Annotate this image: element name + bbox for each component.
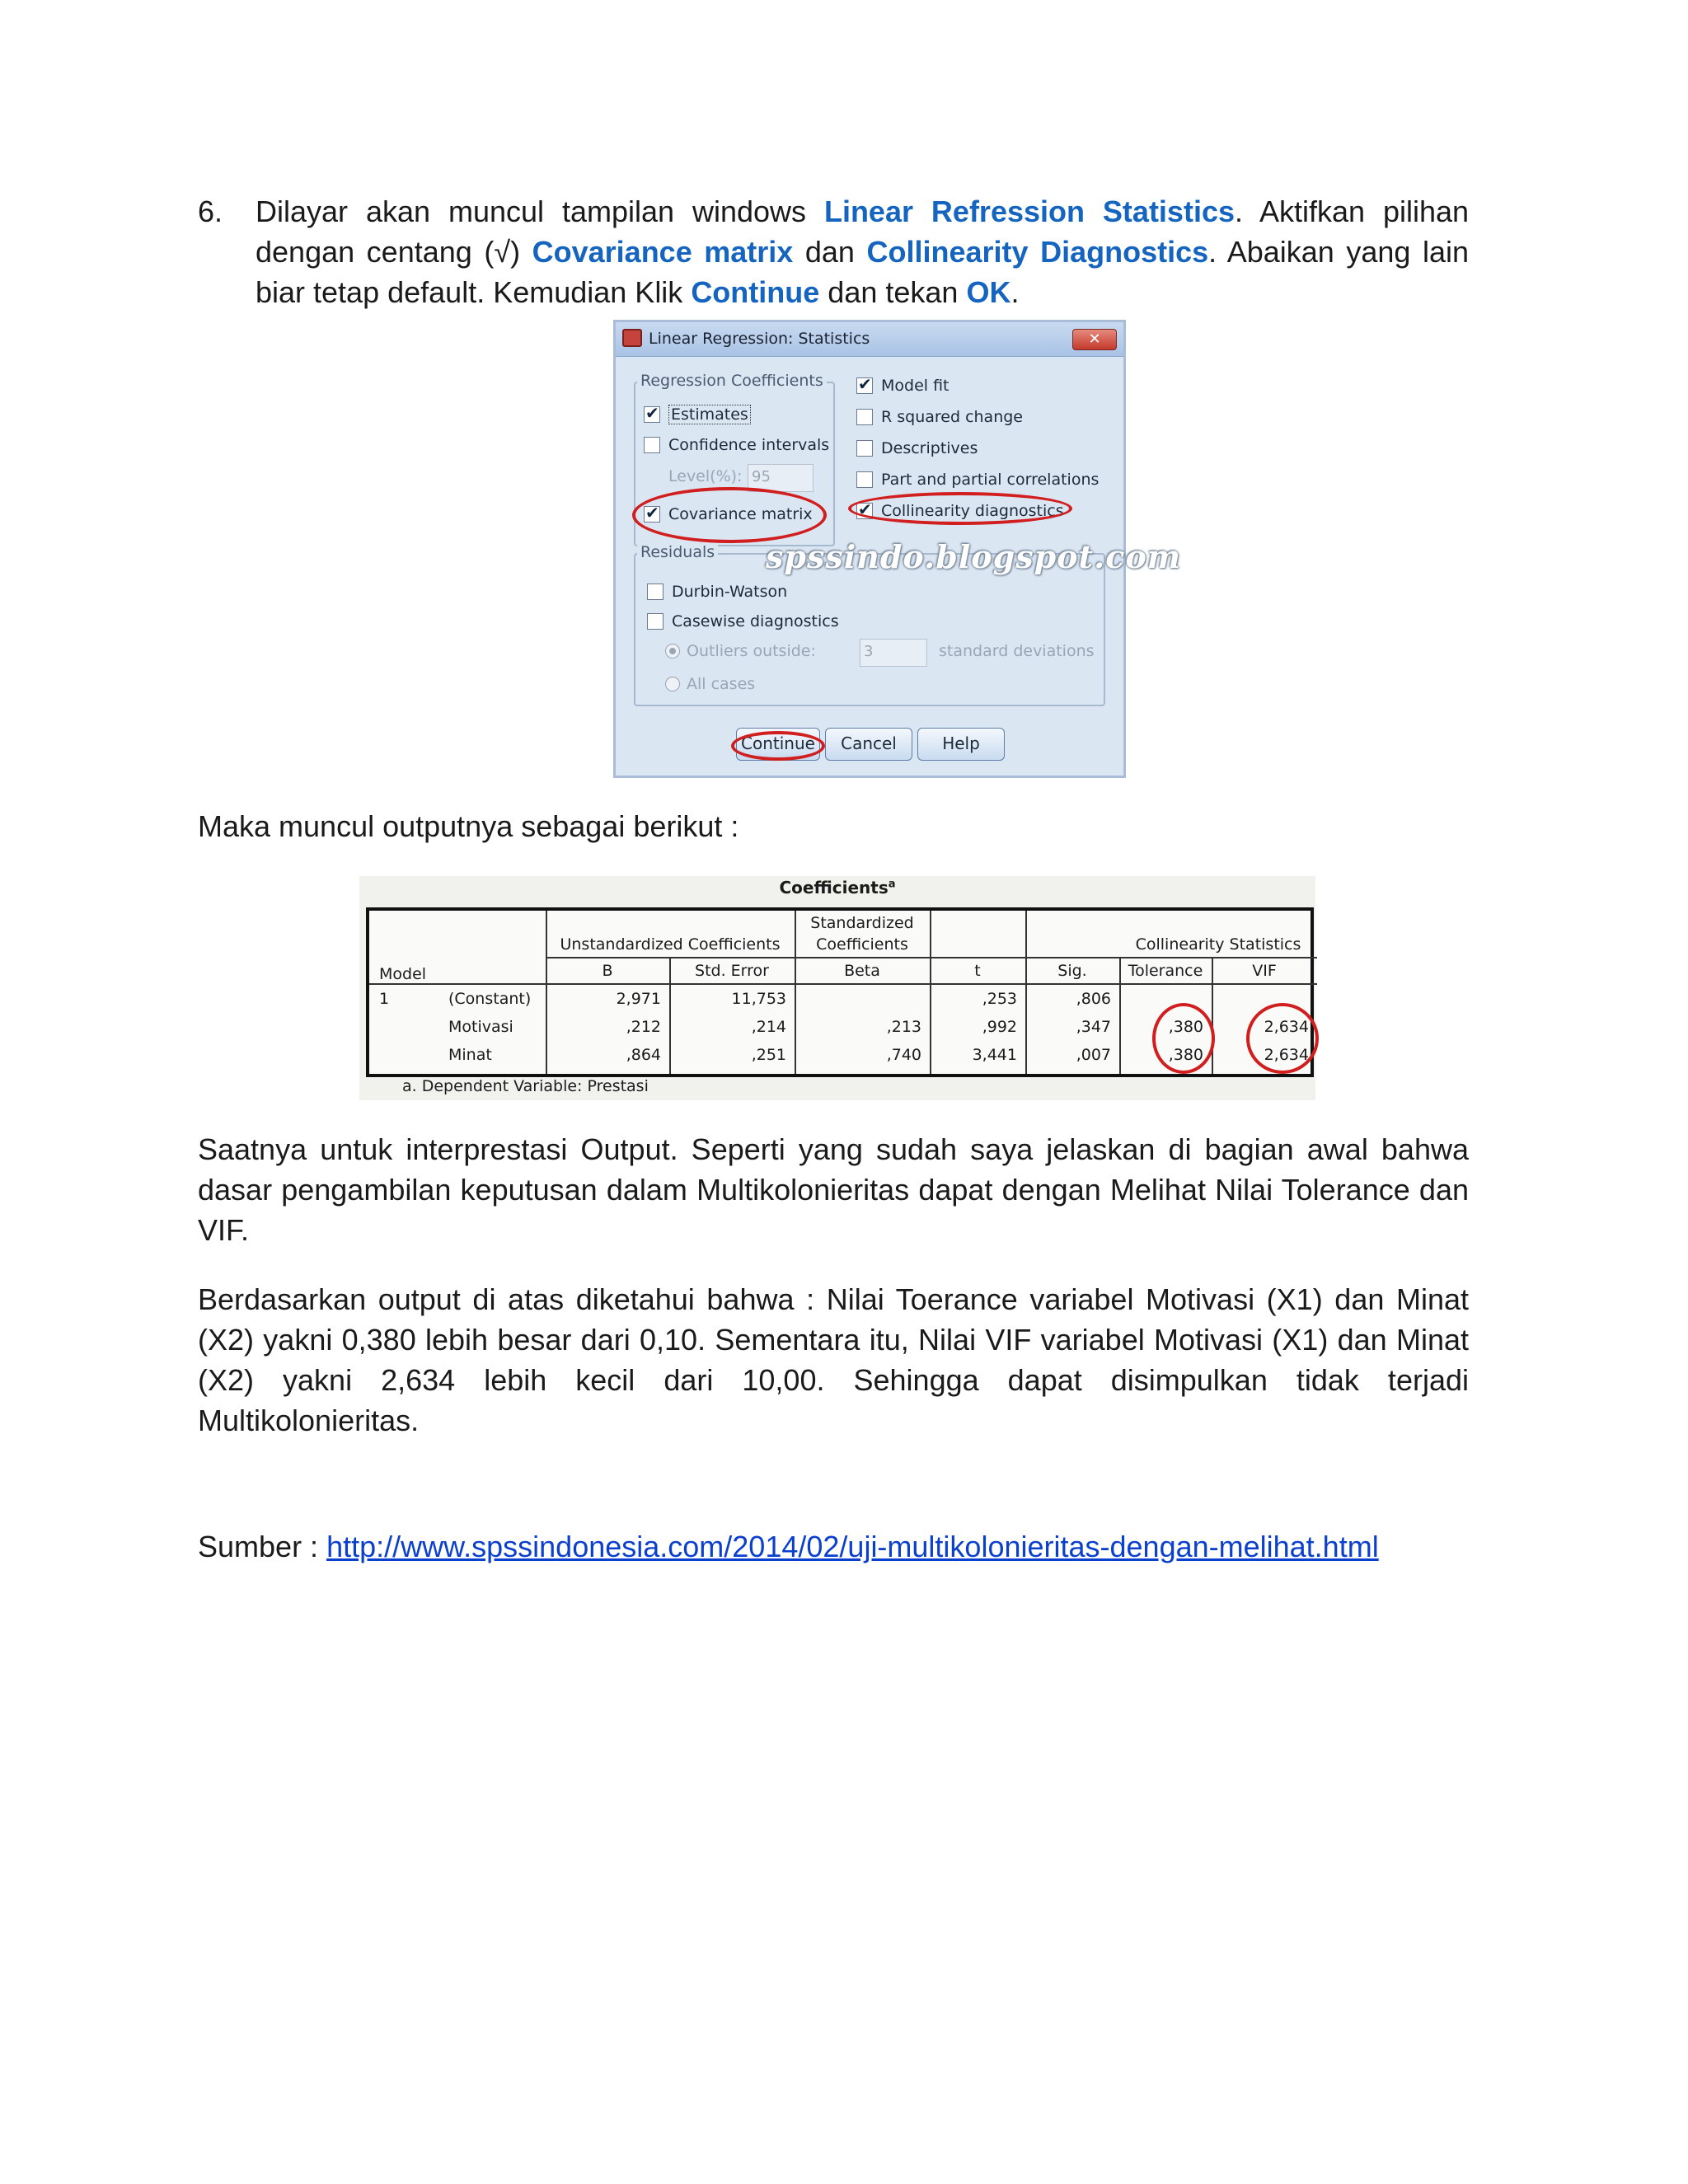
part-partial-correlations-checkbox[interactable] bbox=[856, 471, 1099, 489]
table-cell-sig: ,347 bbox=[1076, 1018, 1111, 1036]
header-unstandardized: Unstandardized Coefficients bbox=[560, 935, 781, 954]
header-standardized-2: Coefficients bbox=[816, 935, 908, 954]
table-title bbox=[359, 878, 1315, 898]
highlight-ring-continue bbox=[731, 731, 825, 761]
casewise-label: Casewise diagnostics bbox=[672, 612, 839, 630]
durbin-watson-checkbox[interactable] bbox=[647, 583, 787, 601]
model-fit-label: Model fit bbox=[881, 377, 950, 395]
table-cell-tol: ,380 bbox=[1168, 1046, 1203, 1064]
standard-deviations-label bbox=[939, 642, 1095, 660]
confidence-intervals-label: Confidence intervals bbox=[668, 436, 830, 454]
table-cell-beta: ,740 bbox=[886, 1046, 921, 1064]
header-beta: Beta bbox=[844, 962, 880, 980]
outliers-outside-radio[interactable] bbox=[665, 642, 816, 660]
header-std-error: Std. Error bbox=[695, 962, 769, 980]
r-squared-label: R squared change bbox=[881, 408, 1023, 426]
radio-selected-icon bbox=[665, 644, 680, 658]
highlight-ring-collinearity bbox=[848, 492, 1072, 525]
highlight-ok: OK bbox=[966, 275, 1011, 309]
checkbox-checked-icon bbox=[856, 377, 873, 394]
highlight-ring-vif bbox=[1246, 1003, 1319, 1074]
descriptives-label: Descriptives bbox=[881, 439, 978, 457]
table-cell-se: 11,753 bbox=[731, 990, 786, 1008]
table-row-name: (Constant) bbox=[448, 990, 532, 1008]
highlight-ring-covariance bbox=[632, 487, 827, 543]
highlight-collinearity: Collinearity Diagnostics bbox=[866, 235, 1209, 269]
coefficients-table bbox=[359, 876, 1315, 1100]
spss-app-icon bbox=[622, 329, 642, 347]
table-row-name: Minat bbox=[448, 1046, 492, 1064]
table-cell-b: 2,971 bbox=[616, 990, 661, 1008]
header-model: Model bbox=[379, 965, 427, 983]
table-cell-se: ,251 bbox=[751, 1046, 786, 1064]
estimates-checkbox[interactable] bbox=[644, 405, 751, 424]
dialog-title: Linear Regression: Statistics bbox=[649, 330, 870, 348]
model-fit-checkbox[interactable] bbox=[856, 377, 950, 395]
highlight-linear-regression: Linear Refression Statistics bbox=[823, 194, 1235, 228]
table-cell-vif: 2,634 bbox=[1264, 1018, 1309, 1036]
table-cell-beta: ,213 bbox=[886, 1018, 921, 1036]
descriptives-checkbox[interactable] bbox=[856, 439, 978, 457]
table-cell-sig: ,007 bbox=[1076, 1046, 1111, 1064]
radio-icon bbox=[665, 677, 680, 691]
table-cell-se: ,214 bbox=[751, 1018, 786, 1036]
level-label: Level(%): bbox=[668, 467, 743, 485]
header-b: B bbox=[602, 962, 613, 980]
checkbox-icon bbox=[647, 613, 663, 630]
cancel-button[interactable]: Cancel bbox=[825, 728, 912, 761]
table-title-superscript: a bbox=[888, 878, 896, 891]
level-input[interactable]: 95 bbox=[748, 464, 814, 492]
table-cell-t: 3,441 bbox=[972, 1046, 1017, 1064]
table-cell-tol: ,380 bbox=[1168, 1018, 1203, 1036]
checkbox-icon bbox=[856, 409, 873, 425]
source-line bbox=[198, 1526, 1469, 1567]
linear-regression-statistics-dialog bbox=[613, 320, 1181, 778]
header-collinearity: Collinearity Statistics bbox=[1135, 935, 1301, 954]
part-partial-label: Part and partial correlations bbox=[881, 471, 1100, 489]
table-cell-sig: ,806 bbox=[1076, 990, 1111, 1008]
highlight-ring-tolerance bbox=[1152, 1003, 1215, 1074]
header-vif: VIF bbox=[1252, 962, 1277, 980]
conclusion-paragraph: Berdasarkan output di atas diketahui bahwa : Nilai Toerance variabel Motivasi (X1) dan Minat (X2) yakni 0,380 lebih besar dari 0,10. Sementara itu, Nilai VIF variabel Motivasi (X1) dan Minat (X2) yakni 2,634 lebih kecil dari 10,00. Sehingga dapat disimpulkan tidak terjadi Multikolonieritas. bbox=[198, 1282, 1469, 1437]
checkbox-checked-icon bbox=[644, 406, 660, 423]
header-t: t bbox=[974, 962, 981, 980]
source-label: Sumber : bbox=[198, 1530, 327, 1563]
header-sig: Sig. bbox=[1057, 962, 1087, 980]
residuals-label: Residuals bbox=[637, 543, 718, 561]
checkbox-icon bbox=[856, 440, 873, 457]
std-dev-text: standard deviations bbox=[939, 642, 1095, 660]
text-run: dan bbox=[793, 235, 867, 269]
outliers-input[interactable]: 3 bbox=[860, 639, 927, 667]
table-cell-vif: 2,634 bbox=[1264, 1046, 1309, 1064]
table-cell-b: ,212 bbox=[626, 1018, 661, 1036]
table-row-model: 1 bbox=[379, 990, 390, 1008]
table-cell-b: ,864 bbox=[626, 1046, 661, 1064]
table-cell-t: ,253 bbox=[982, 990, 1017, 1008]
header-standardized-1: Standardized bbox=[810, 914, 914, 932]
table-footnote: a. Dependent Variable: Prestasi bbox=[402, 1077, 649, 1095]
step-6-text bbox=[256, 191, 1469, 312]
close-button[interactable]: ✕ bbox=[1072, 329, 1117, 350]
r-squared-change-checkbox[interactable] bbox=[856, 408, 1023, 426]
collinearity-label: Collinearity diagnostics bbox=[881, 502, 1064, 520]
text-run: . Abaikan yang lain biar tetap default. Kemudian Klik bbox=[256, 235, 1469, 309]
checkbox-icon bbox=[856, 471, 873, 488]
level-label-row bbox=[668, 467, 742, 485]
header-tolerance: Tolerance bbox=[1128, 962, 1203, 980]
checkbox-icon bbox=[647, 583, 663, 600]
dialog-titlebar bbox=[616, 322, 1123, 357]
covariance-matrix-label: Covariance matrix bbox=[668, 505, 813, 523]
all-cases-radio[interactable] bbox=[665, 675, 755, 693]
confidence-intervals-checkbox[interactable] bbox=[644, 436, 829, 454]
watermark: spssindo.blogspot.com bbox=[766, 538, 1181, 575]
help-button[interactable]: Help bbox=[917, 728, 1005, 761]
outliers-label: Outliers outside: bbox=[687, 642, 816, 660]
checkbox-icon bbox=[644, 437, 660, 453]
continue-button[interactable]: Continue bbox=[736, 728, 820, 761]
all-cases-label: All cases bbox=[687, 675, 756, 693]
list-number: 6. bbox=[198, 194, 223, 228]
estimates-label: Estimates bbox=[668, 405, 751, 424]
output-intro-text: Maka muncul outputnya sebagai berikut : bbox=[198, 809, 739, 843]
table-title-text: Coefficients bbox=[779, 878, 889, 898]
source-link[interactable]: http://www.spssindonesia.com/2014/02/uji-multikolonieritas-dengan-melihat.html bbox=[326, 1530, 1379, 1563]
interpretation-paragraph: Saatnya untuk interprestasi Output. Seperti yang sudah saya jelaskan di bagian awal bahwa dasar pengambilan keputusan dalam Multikolonieritas dapat dengan Melihat Nilai Tolerance dan VIF. bbox=[198, 1132, 1469, 1247]
regression-coefficients-label: Regression Coefficients bbox=[637, 372, 827, 390]
table-frame bbox=[366, 907, 1314, 1077]
highlight-covariance: Covariance matrix bbox=[532, 235, 794, 269]
text-run: Dilayar akan muncul tampilan windows bbox=[256, 194, 824, 228]
text-run: dan tekan bbox=[819, 275, 967, 309]
casewise-diagnostics-checkbox[interactable] bbox=[647, 612, 839, 630]
highlight-continue: Continue bbox=[691, 275, 820, 309]
table-cell-t: ,992 bbox=[982, 1018, 1017, 1036]
durbin-watson-label: Durbin-Watson bbox=[672, 583, 788, 601]
text-run: . Aktifkan pilihan dengan centang (√) bbox=[256, 194, 1470, 269]
step-6-paragraph bbox=[198, 191, 1469, 312]
text-run: . bbox=[1010, 275, 1020, 309]
table-row-name: Motivasi bbox=[448, 1018, 513, 1036]
